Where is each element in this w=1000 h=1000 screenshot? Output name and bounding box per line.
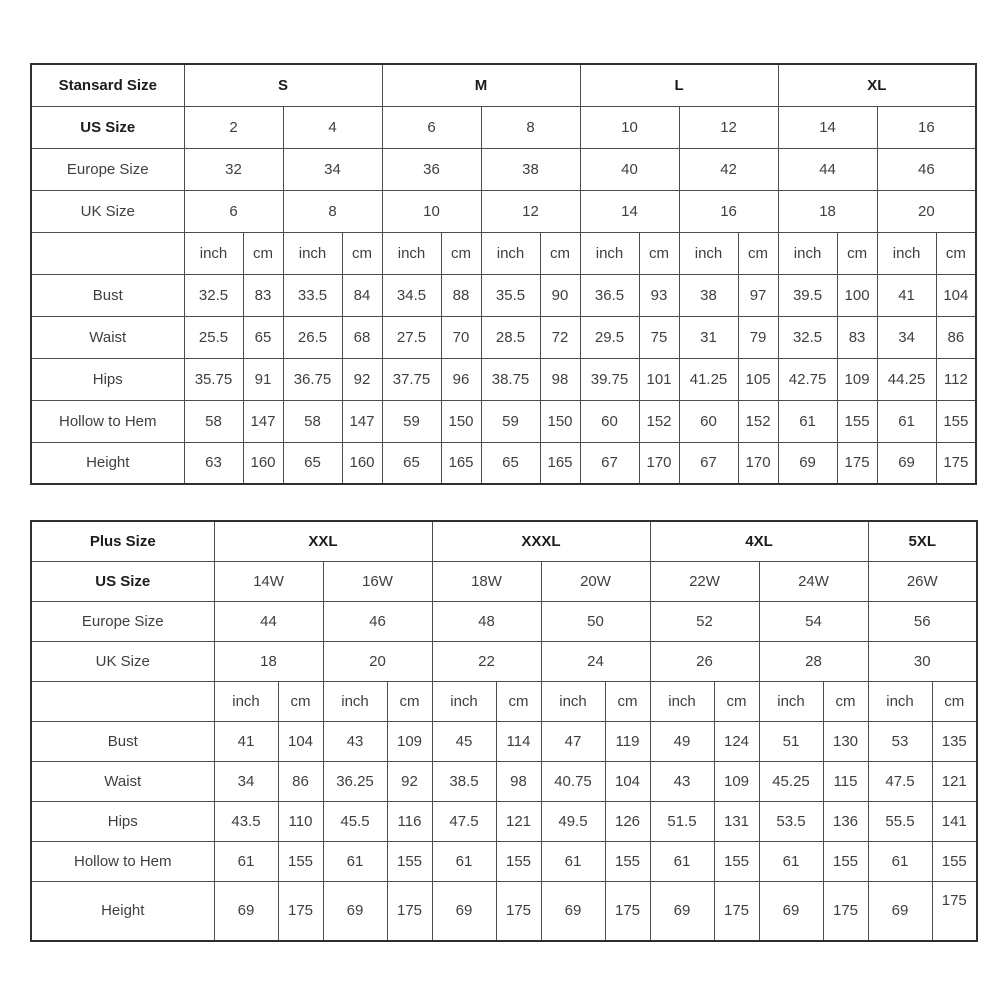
measure-value-cell: 147 (243, 400, 283, 442)
group-header-row (31, 64, 976, 106)
size-group-header: S (184, 64, 382, 106)
measure-row (31, 881, 977, 941)
measure-value-cell: 165 (441, 442, 481, 484)
measure-value-cell: 41.25 (679, 358, 738, 400)
size-row (31, 148, 976, 190)
measure-value-cell: 47 (541, 721, 605, 761)
measure-value-cell: 39.5 (778, 274, 837, 316)
measure-value-cell: 175 (714, 881, 759, 941)
measure-value-cell: 61 (432, 841, 496, 881)
measure-value-cell: 141 (932, 801, 977, 841)
measure-value-cell: 98 (540, 358, 580, 400)
measure-value-cell: 155 (387, 841, 432, 881)
size-value-cell: 8 (283, 190, 382, 232)
measure-value-cell: 126 (605, 801, 650, 841)
measure-value-cell: 65 (283, 442, 342, 484)
size-value-cell: 16 (877, 106, 976, 148)
size-value-cell: 20 (323, 641, 432, 681)
measure-value-cell: 59 (382, 400, 441, 442)
size-value-cell: 30 (868, 641, 977, 681)
unit-cm-label: cm (342, 232, 382, 274)
size-value-cell: 16 (679, 190, 778, 232)
size-row (31, 601, 977, 641)
measure-value-cell: 25.5 (184, 316, 243, 358)
measure-value-cell: 155 (496, 841, 541, 881)
measure-value-cell: 155 (936, 400, 976, 442)
measure-value-cell: 47.5 (432, 801, 496, 841)
measure-value-cell: 121 (496, 801, 541, 841)
measure-value-cell: 101 (639, 358, 679, 400)
measure-value-cell: 38.75 (481, 358, 540, 400)
measure-row (31, 801, 977, 841)
unit-inch-label: inch (283, 232, 342, 274)
size-value-cell: 18W (432, 561, 541, 601)
unit-inch-label: inch (868, 681, 932, 721)
size-value-cell: 4 (283, 106, 382, 148)
measure-value-cell: 91 (243, 358, 283, 400)
size-value-cell: 46 (877, 148, 976, 190)
unit-row-spacer (31, 232, 184, 274)
size-value-cell: 24W (759, 561, 868, 601)
measure-value-cell: 61 (541, 841, 605, 881)
standard-size-table (30, 63, 977, 485)
size-group-header: 4XL (650, 521, 868, 561)
unit-header-row (31, 232, 976, 274)
size-value-cell: 12 (679, 106, 778, 148)
unit-inch-label: inch (877, 232, 936, 274)
group-header-row (31, 521, 977, 561)
measure-value-cell: 55.5 (868, 801, 932, 841)
measure-value-cell: 43 (650, 761, 714, 801)
measure-value-cell: 61 (214, 841, 278, 881)
measure-value-cell: 68 (342, 316, 382, 358)
measure-value-cell: 112 (936, 358, 976, 400)
size-value-cell: 38 (481, 148, 580, 190)
measure-value-cell: 69 (432, 881, 496, 941)
measure-value-cell: 119 (605, 721, 650, 761)
measure-value-cell: 135 (932, 721, 977, 761)
size-value-cell: 32 (184, 148, 283, 190)
unit-cm-label: cm (540, 232, 580, 274)
measure-value-cell: 32.5 (778, 316, 837, 358)
size-value-cell: 12 (481, 190, 580, 232)
unit-inch-label: inch (778, 232, 837, 274)
size-value-cell: 20 (877, 190, 976, 232)
measure-value-cell: 53.5 (759, 801, 823, 841)
row-label: Hips (31, 358, 184, 400)
size-value-cell: 14 (778, 106, 877, 148)
measure-value-cell: 175 (936, 442, 976, 484)
size-value-cell: 22W (650, 561, 759, 601)
row-label: Height (31, 881, 214, 941)
size-value-cell: 10 (580, 106, 679, 148)
measure-value-cell: 61 (778, 400, 837, 442)
measure-value-cell: 41 (877, 274, 936, 316)
unit-inch-label: inch (541, 681, 605, 721)
measure-value-cell: 109 (837, 358, 877, 400)
size-group-header: XXXL (432, 521, 650, 561)
measure-value-cell: 98 (496, 761, 541, 801)
size-value-cell: 16W (323, 561, 432, 601)
size-value-cell: 36 (382, 148, 481, 190)
unit-cm-label: cm (605, 681, 650, 721)
measure-value-cell: 116 (387, 801, 432, 841)
row-label: US Size (31, 561, 214, 601)
measure-value-cell: 35.5 (481, 274, 540, 316)
size-row (31, 641, 977, 681)
measure-value-cell: 121 (932, 761, 977, 801)
measure-value-cell: 61 (650, 841, 714, 881)
size-value-cell: 18 (778, 190, 877, 232)
measure-value-cell: 39.75 (580, 358, 639, 400)
unit-cm-label: cm (932, 681, 977, 721)
unit-cm-label: cm (441, 232, 481, 274)
size-value-cell: 20W (541, 561, 650, 601)
measure-value-cell: 61 (868, 841, 932, 881)
measure-value-cell: 104 (278, 721, 323, 761)
measure-value-cell: 165 (540, 442, 580, 484)
measure-value-cell: 69 (778, 442, 837, 484)
measure-value-cell: 155 (605, 841, 650, 881)
unit-inch-label: inch (481, 232, 540, 274)
measure-value-cell: 160 (243, 442, 283, 484)
measure-value-cell: 93 (639, 274, 679, 316)
unit-cm-label: cm (387, 681, 432, 721)
size-row (31, 561, 977, 601)
measure-value-cell: 27.5 (382, 316, 441, 358)
measure-value-cell: 86 (278, 761, 323, 801)
measure-value-cell: 69 (323, 881, 387, 941)
measure-value-cell: 79 (738, 316, 778, 358)
size-group-header: 5XL (868, 521, 977, 561)
size-value-cell: 26 (650, 641, 759, 681)
measure-value-cell: 60 (679, 400, 738, 442)
measure-value-cell: 83 (837, 316, 877, 358)
measure-value-cell: 69 (650, 881, 714, 941)
measure-value-cell: 37.75 (382, 358, 441, 400)
measure-value-cell: 44.25 (877, 358, 936, 400)
unit-cm-label: cm (738, 232, 778, 274)
measure-value-cell: 49.5 (541, 801, 605, 841)
measure-value-cell: 42.75 (778, 358, 837, 400)
size-value-cell: 2 (184, 106, 283, 148)
measure-value-cell: 92 (342, 358, 382, 400)
measure-value-cell: 155 (932, 841, 977, 881)
measure-value-cell: 41 (214, 721, 278, 761)
measure-row (31, 442, 976, 484)
size-value-cell: 48 (432, 601, 541, 641)
measure-value-cell: 83 (243, 274, 283, 316)
size-value-cell: 40 (580, 148, 679, 190)
size-value-cell: 6 (382, 106, 481, 148)
unit-inch-label: inch (759, 681, 823, 721)
measure-value-cell: 43.5 (214, 801, 278, 841)
measure-value-cell: 69 (759, 881, 823, 941)
measure-value-cell: 100 (837, 274, 877, 316)
measure-value-cell: 43 (323, 721, 387, 761)
measure-value-cell: 67 (580, 442, 639, 484)
row-label: Europe Size (31, 148, 184, 190)
row-label: Hips (31, 801, 214, 841)
measure-value-cell: 26.5 (283, 316, 342, 358)
measure-value-cell: 72 (540, 316, 580, 358)
size-value-cell: 24 (541, 641, 650, 681)
measure-value-cell: 65 (481, 442, 540, 484)
unit-inch-label: inch (214, 681, 278, 721)
unit-inch-label: inch (432, 681, 496, 721)
measure-value-cell: 152 (639, 400, 679, 442)
unit-inch-label: inch (382, 232, 441, 274)
size-value-cell: 46 (323, 601, 432, 641)
row-label: Europe Size (31, 601, 214, 641)
unit-cm-label: cm (243, 232, 283, 274)
size-value-cell: 52 (650, 601, 759, 641)
measure-value-cell: 147 (342, 400, 382, 442)
unit-cm-label: cm (639, 232, 679, 274)
measure-value-cell: 36.75 (283, 358, 342, 400)
measure-value-cell: 51.5 (650, 801, 714, 841)
measure-value-cell: 152 (738, 400, 778, 442)
measure-value-cell: 32.5 (184, 274, 243, 316)
measure-value-cell: 63 (184, 442, 243, 484)
measure-value-cell: 109 (714, 761, 759, 801)
row-label: UK Size (31, 641, 214, 681)
measure-value-cell: 90 (540, 274, 580, 316)
measure-value-cell: 175 (823, 881, 868, 941)
measure-value-cell: 115 (823, 761, 868, 801)
size-value-cell: 54 (759, 601, 868, 641)
unit-inch-label: inch (184, 232, 243, 274)
size-value-cell: 22 (432, 641, 541, 681)
measure-value-cell: 124 (714, 721, 759, 761)
measure-value-cell: 96 (441, 358, 481, 400)
size-value-cell: 18 (214, 641, 323, 681)
size-value-cell: 44 (778, 148, 877, 190)
measure-value-cell: 58 (184, 400, 243, 442)
measure-value-cell: 67 (679, 442, 738, 484)
measure-row (31, 761, 977, 801)
measure-value-cell: 92 (387, 761, 432, 801)
size-group-header: XXL (214, 521, 432, 561)
measure-value-cell: 109 (387, 721, 432, 761)
size-value-cell: 10 (382, 190, 481, 232)
measure-value-cell: 175 (387, 881, 432, 941)
unit-inch-label: inch (580, 232, 639, 274)
size-value-cell: 26W (868, 561, 977, 601)
measure-value-cell: 34 (214, 761, 278, 801)
measure-value-cell: 69 (541, 881, 605, 941)
measure-value-cell: 97 (738, 274, 778, 316)
row-label: Hollow to Hem (31, 400, 184, 442)
unit-inch-label: inch (323, 681, 387, 721)
row-label: Waist (31, 316, 184, 358)
measure-value-cell: 170 (738, 442, 778, 484)
table-title: Stansard Size (31, 64, 184, 106)
measure-value-cell: 36.25 (323, 761, 387, 801)
row-label: Waist (31, 761, 214, 801)
measure-value-cell: 69 (214, 881, 278, 941)
measure-value-cell: 60 (580, 400, 639, 442)
measure-value-cell: 70 (441, 316, 481, 358)
unit-cm-label: cm (278, 681, 323, 721)
measure-value-cell: 65 (243, 316, 283, 358)
measure-value-cell: 86 (936, 316, 976, 358)
measure-value-cell: 175 (932, 881, 977, 941)
table-title: Plus Size (31, 521, 214, 561)
measure-value-cell: 33.5 (283, 274, 342, 316)
unit-cm-label: cm (714, 681, 759, 721)
row-label: Hollow to Hem (31, 841, 214, 881)
measure-value-cell: 45.5 (323, 801, 387, 841)
row-label: Height (31, 442, 184, 484)
unit-cm-label: cm (823, 681, 868, 721)
measure-value-cell: 155 (714, 841, 759, 881)
measure-value-cell: 136 (823, 801, 868, 841)
measure-value-cell: 131 (714, 801, 759, 841)
measure-value-cell: 69 (877, 442, 936, 484)
size-group-header: XL (778, 64, 976, 106)
measure-value-cell: 155 (823, 841, 868, 881)
measure-value-cell: 38 (679, 274, 738, 316)
unit-row-spacer (31, 681, 214, 721)
measure-row (31, 721, 977, 761)
unit-inch-label: inch (650, 681, 714, 721)
measure-value-cell: 53 (868, 721, 932, 761)
measure-value-cell: 31 (679, 316, 738, 358)
measure-value-cell: 36.5 (580, 274, 639, 316)
measure-value-cell: 104 (605, 761, 650, 801)
measure-row (31, 841, 977, 881)
measure-row (31, 358, 976, 400)
measure-value-cell: 175 (496, 881, 541, 941)
measure-value-cell: 58 (283, 400, 342, 442)
unit-cm-label: cm (496, 681, 541, 721)
measure-value-cell: 29.5 (580, 316, 639, 358)
measure-row (31, 400, 976, 442)
measure-value-cell: 114 (496, 721, 541, 761)
row-label: UK Size (31, 190, 184, 232)
size-value-cell: 8 (481, 106, 580, 148)
size-row (31, 190, 976, 232)
measure-value-cell: 155 (837, 400, 877, 442)
row-label: Bust (31, 274, 184, 316)
measure-value-cell: 34 (877, 316, 936, 358)
measure-value-cell: 34.5 (382, 274, 441, 316)
measure-value-cell: 65 (382, 442, 441, 484)
measure-value-cell: 110 (278, 801, 323, 841)
measure-value-cell: 40.75 (541, 761, 605, 801)
measure-value-cell: 170 (639, 442, 679, 484)
size-row (31, 106, 976, 148)
row-label: Bust (31, 721, 214, 761)
measure-value-cell: 49 (650, 721, 714, 761)
size-value-cell: 42 (679, 148, 778, 190)
measure-row (31, 316, 976, 358)
measure-value-cell: 175 (837, 442, 877, 484)
size-value-cell: 50 (541, 601, 650, 641)
measure-value-cell: 155 (278, 841, 323, 881)
measure-value-cell: 150 (540, 400, 580, 442)
measure-value-cell: 150 (441, 400, 481, 442)
measure-value-cell: 105 (738, 358, 778, 400)
measure-value-cell: 160 (342, 442, 382, 484)
unit-cm-label: cm (837, 232, 877, 274)
measure-value-cell: 47.5 (868, 761, 932, 801)
measure-row (31, 274, 976, 316)
size-value-cell: 28 (759, 641, 868, 681)
measure-value-cell: 61 (759, 841, 823, 881)
size-group-header: M (382, 64, 580, 106)
size-value-cell: 44 (214, 601, 323, 641)
measure-value-cell: 28.5 (481, 316, 540, 358)
measure-value-cell: 45 (432, 721, 496, 761)
measure-value-cell: 35.75 (184, 358, 243, 400)
measure-value-cell: 45.25 (759, 761, 823, 801)
measure-value-cell: 61 (877, 400, 936, 442)
unit-inch-label: inch (679, 232, 738, 274)
measure-value-cell: 61 (323, 841, 387, 881)
measure-value-cell: 175 (278, 881, 323, 941)
measure-value-cell: 175 (605, 881, 650, 941)
measure-value-cell: 130 (823, 721, 868, 761)
size-value-cell: 34 (283, 148, 382, 190)
measure-value-cell: 88 (441, 274, 481, 316)
measure-value-cell: 59 (481, 400, 540, 442)
plus-size-table (30, 520, 978, 942)
unit-header-row (31, 681, 977, 721)
size-value-cell: 14 (580, 190, 679, 232)
unit-cm-label: cm (936, 232, 976, 274)
measure-value-cell: 75 (639, 316, 679, 358)
size-value-cell: 14W (214, 561, 323, 601)
measure-value-cell: 51 (759, 721, 823, 761)
measure-value-cell: 38.5 (432, 761, 496, 801)
measure-value-cell: 104 (936, 274, 976, 316)
measure-value-cell: 84 (342, 274, 382, 316)
row-label: US Size (31, 106, 184, 148)
size-value-cell: 56 (868, 601, 977, 641)
measure-value-cell: 69 (868, 881, 932, 941)
size-group-header: L (580, 64, 778, 106)
size-value-cell: 6 (184, 190, 283, 232)
